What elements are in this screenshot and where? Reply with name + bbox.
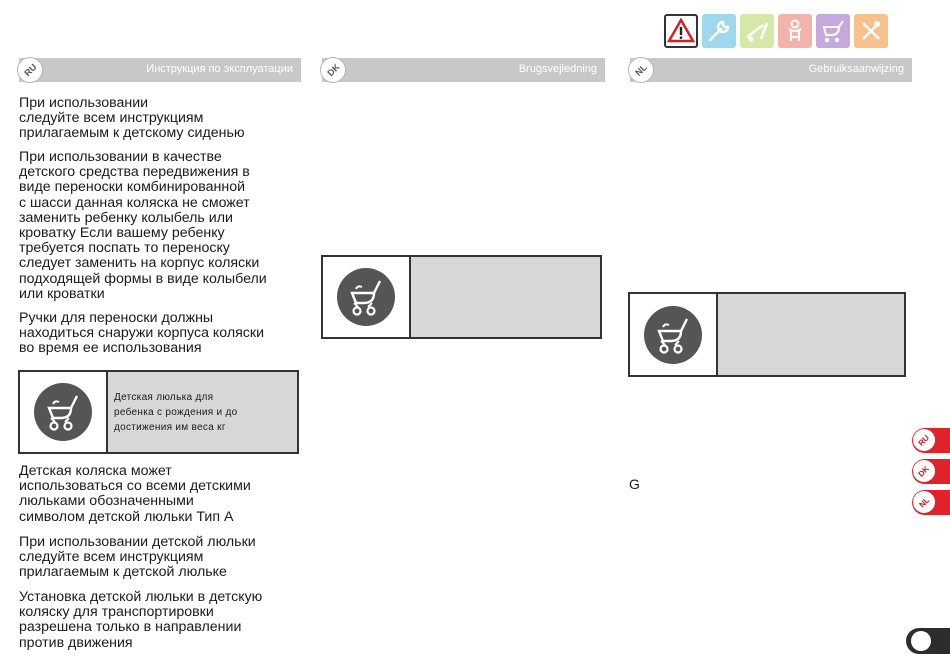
header-nl: [630, 58, 912, 82]
page-tab-dot: [911, 631, 931, 651]
info-box-text: [718, 294, 904, 375]
fold-icon: [854, 14, 888, 48]
language-badge-nl: NL: [628, 57, 654, 83]
language-badge-ru: RU: [17, 57, 43, 83]
paragraph-handles: Ручки для переноски должны находиться снаружи корпуса коляски во время ее использования: [19, 310, 265, 357]
paragraph-seat-instructions: При использовании следуйте всем инструкциям прилагаемым к детскому сиденью: [19, 95, 245, 142]
car-use-icon: [740, 14, 774, 48]
paragraph-carrycot-instructions: При использовании детской люльки следуйте всем инструкциям прилагаемым к детской люльке: [19, 534, 256, 581]
pram-icon: [644, 306, 702, 364]
language-badge-dk: DK: [320, 57, 346, 83]
stroller-icon: [816, 14, 850, 48]
tools-icon: [702, 14, 736, 48]
warning-icon: [664, 14, 698, 48]
info-box-nl: [628, 292, 906, 377]
paragraph-compatible-carrycots: Детская коляска может использоваться со всеми детскими люльками обозначенными символом детской люльки Тип А: [19, 463, 251, 525]
info-box-dk: [321, 255, 602, 339]
header-title-ru: Инструкция по эксплуатации: [146, 63, 293, 75]
info-box-text: Детская люлька для ребенка с рождения и до достижения им веса кг: [108, 372, 297, 452]
category-icons: [664, 14, 888, 50]
side-tab-dk[interactable]: DK: [912, 459, 950, 484]
header-title-dk: Brugsvejledning: [518, 63, 597, 75]
side-tab-nl[interactable]: NL: [912, 490, 950, 515]
icon-cell: [20, 372, 108, 452]
paragraph-installation-direction: Установка детской люльки в детскую коляску для транспортировки разрешена только в направлении против движения: [19, 589, 263, 651]
pram-icon: [34, 383, 92, 441]
info-box-text: [411, 257, 600, 337]
child-harness-icon: [778, 14, 812, 48]
side-tab-ru[interactable]: RU: [912, 428, 950, 453]
info-box-ru: [18, 370, 299, 454]
paragraph-carrycot-use: При использовании в качестве детского средства передвижения в виде переноски комбинированной с шасси данная коляска не сможет заменить ребенку колыбель или кроватку Если вашему ребенку требуется поспать то переноску следует заменить на корпус коляски подходящей формы в виде колыбели или кроватки: [19, 149, 267, 302]
header-dk: [322, 58, 605, 82]
header-title-nl: Gebruiksaanwijzing: [808, 63, 904, 75]
header-ru: [19, 58, 301, 82]
language-tabs: [912, 428, 950, 521]
nl-text-fragment: G: [629, 476, 640, 492]
page-tab: [906, 628, 950, 654]
icon-cell: [630, 294, 718, 375]
icon-cell: [323, 257, 411, 337]
pram-icon: [337, 268, 395, 326]
